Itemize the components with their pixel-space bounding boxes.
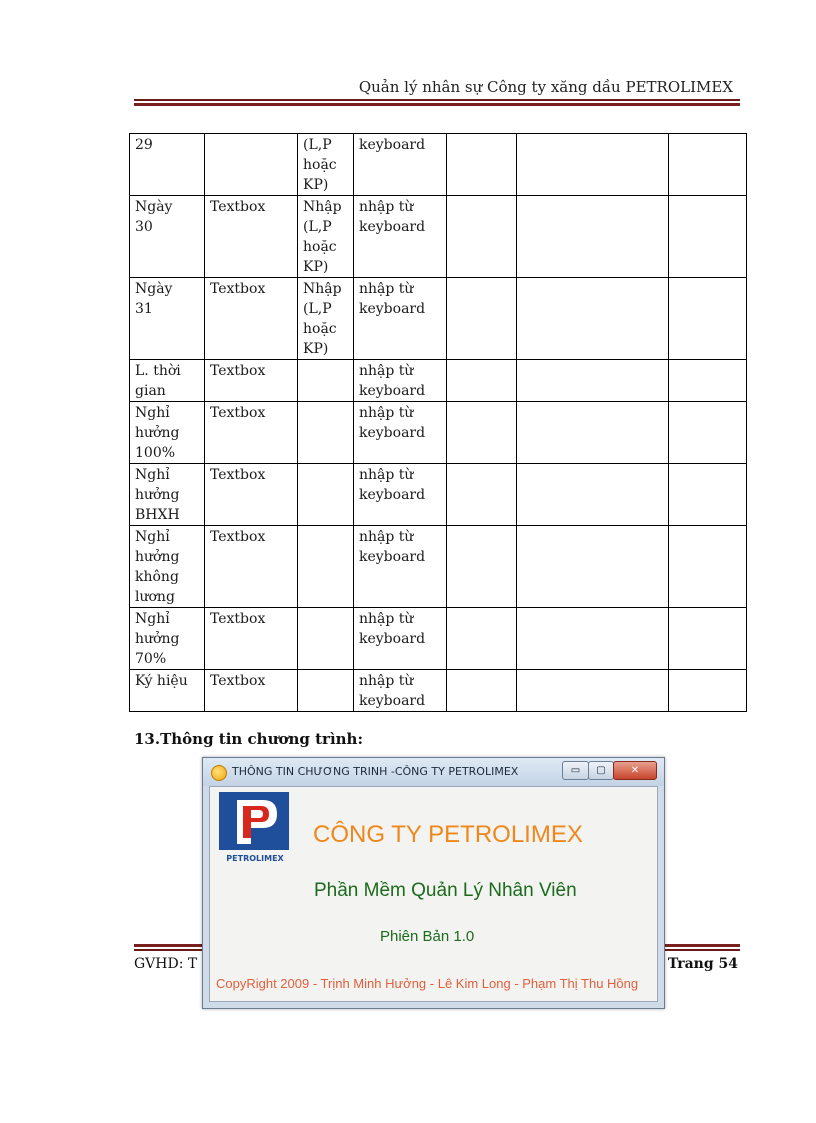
version-label: Phiên Bản 1.0 [380,928,475,945]
table-cell: 29 [130,134,205,196]
table-cell: Textbox [205,526,298,608]
table-cell [517,464,669,526]
table-cell [517,360,669,402]
section-number: 13. [134,730,161,748]
table-cell [669,134,747,196]
footer-instructor: GVHD: T [134,956,198,972]
table-cell: nhập từ keyboard [354,360,447,402]
table-cell [669,360,747,402]
company-name: CÔNG TY PETROLIMEX [313,821,583,848]
footer-page-number: Trang 54 [667,956,738,972]
table-cell: keyboard [354,134,447,196]
table-cell: Nhập (L,P hoặc KP) [298,196,354,278]
table-cell [447,464,517,526]
table-cell: Ký hiệu [130,670,205,712]
table-row [130,670,747,712]
maximize-button[interactable]: ▢ [588,761,614,780]
table-row [130,360,747,402]
table-cell [447,670,517,712]
table-cell: Nghỉ hưởng 70% [130,608,205,670]
table-cell: (L,P hoặc KP) [298,134,354,196]
dialog-titlebar[interactable] [203,758,664,786]
table-cell [517,608,669,670]
smiley-app-icon [211,765,227,781]
table-cell: Nhập (L,P hoặc KP) [298,278,354,360]
petrolimex-logo-mark [219,792,289,850]
petrolimex-logo [219,792,291,870]
table-cell [669,402,747,464]
table-cell: nhập từ keyboard [354,402,447,464]
section-title-text: Thông tin chương trình: [160,730,363,748]
table-row [130,196,747,278]
table-cell: nhập từ keyboard [354,608,447,670]
table-cell [298,670,354,712]
table-cell: Textbox [205,608,298,670]
table-cell [517,278,669,360]
spec-table [129,133,747,712]
dialog-title: THÔNG TIN CHƯƠNG TRINH -CÔNG TY PETROLIMEX [232,765,519,778]
table-cell [298,526,354,608]
table-cell [669,278,747,360]
table-cell [517,526,669,608]
table-cell: Nghỉ hưởng 100% [130,402,205,464]
table-cell [298,402,354,464]
table-cell: L. thời gian [130,360,205,402]
table-cell: Textbox [205,464,298,526]
table-cell [669,608,747,670]
table-cell [447,360,517,402]
table-cell [517,402,669,464]
table-cell [669,196,747,278]
table-cell [669,526,747,608]
table-cell: nhập từ keyboard [354,278,447,360]
table-cell: nhập từ keyboard [354,526,447,608]
table-cell [447,196,517,278]
table-cell: Nghỉ hưởng BHXH [130,464,205,526]
software-name: Phần Mềm Quản Lý Nhân Viên [314,880,577,901]
table-row [130,278,747,360]
spec-table-body [130,134,747,712]
header-rule-bottom [134,103,740,106]
close-button[interactable]: ✕ [613,761,657,780]
table-cell [669,464,747,526]
table-cell [298,360,354,402]
table-cell: Textbox [205,670,298,712]
table-cell: Textbox [205,402,298,464]
table-cell [205,134,298,196]
table-row [130,526,747,608]
table-cell [447,134,517,196]
table-cell [517,196,669,278]
table-cell: nhập từ keyboard [354,670,447,712]
logo-wordmark: PETROLIMEX [226,854,284,863]
header-rule-top [134,99,740,101]
table-row [130,402,747,464]
table-cell [447,608,517,670]
table-cell: Nghỉ hưởng không lương [130,526,205,608]
table-row [130,134,747,196]
table-cell [447,278,517,360]
table-cell [447,402,517,464]
table-cell [517,134,669,196]
copyright-text: CopyRight 2009 - Trịnh Minh Hưởng - Lê Kim Long - Phạm Thị Thu Hồng [216,976,639,991]
table-cell [298,608,354,670]
table-cell: Ngày 31 [130,278,205,360]
dialog-content [209,786,658,1002]
table-cell [517,670,669,712]
table-cell: nhập từ keyboard [354,196,447,278]
about-dialog [202,757,665,1009]
header-text: Quản lý nhân sự Công ty xăng dầu PETROLIMEX [358,78,733,96]
table-row [130,608,747,670]
table-cell [669,670,747,712]
table-cell: Ngày 30 [130,196,205,278]
table-cell: Textbox [205,196,298,278]
section-heading [134,730,363,748]
table-cell: Textbox [205,278,298,360]
minimize-button[interactable]: ▭ [562,761,589,780]
table-cell [447,526,517,608]
table-cell [298,464,354,526]
table-row [130,464,747,526]
table-cell: nhập từ keyboard [354,464,447,526]
table-cell: Textbox [205,360,298,402]
petrolimex-p-icon [219,792,289,850]
